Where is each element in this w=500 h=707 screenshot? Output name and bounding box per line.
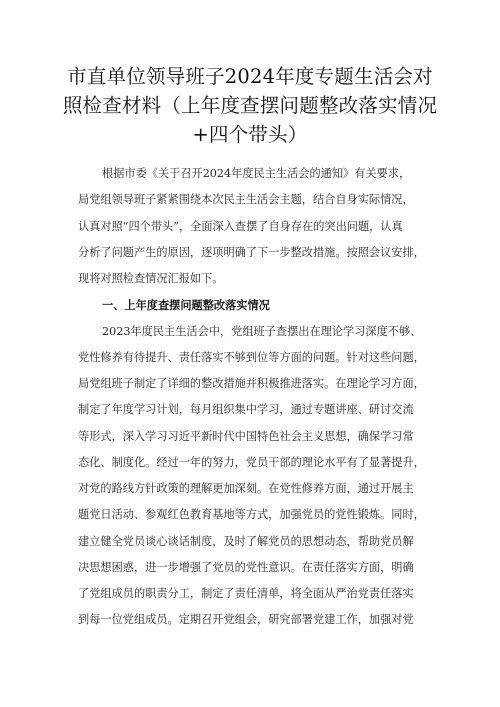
paragraph-line: 题党日活动、参观红色教育基地等方式，加强党员的党性锻炼。同时， [78,508,425,522]
paragraph-line: 认真对照“四个带头”，全面深入查摆了自身存在的突出问题，认真 [78,219,403,233]
title-line: +四个带头） [192,123,308,146]
paragraph-line: 分析了问题产生的原因，逐项明确了下一步整改措施。按照会议安排， [78,245,425,259]
paragraph-line: 决思想困惑，进一步增强了党员的党性意识。在责任落实方面，明确 [78,560,414,574]
paragraph-line: 根据市委《关于召开2024年度民主生活会的通知》有关要求， [102,167,411,180]
section-heading: 一、上年度查摆问题整改落实情况 [102,298,270,313]
paragraph-line: 局党组班子制定了详细的整改措施并积极推进落实。在理论学习方面， [78,377,425,390]
paragraph-line: 2023年度民主生活会中，党组班子查摆出在理论学习深度不够、 [102,324,422,338]
paragraph-line: 到每一位党组成员。定期召开党组会，研究部署党建工作，加强对党 [78,613,414,627]
paragraph-line: 等形式，深入学习习近平新时代中国特色社会主义思想，确保学习常 [78,429,414,443]
title-line: 照检查材料（上年度查摆问题整改落实情况 [62,94,438,117]
paragraph-line: 了党组成员的职责分工，制定了责任清单，将全面从严治党责任落实 [78,587,414,600]
paragraph-line: 建立健全党员谈心谈话制度，及时了解党员的思想动态，帮助党员解 [78,534,414,548]
paragraph-line: 局党组领导班子紧紧围绕本次民主生活会主题，结合自身实际情况， [78,193,414,207]
paragraph-line: 态化、制度化。经过一年的努力，党员干部的理论水平有了显著提升， [78,455,425,469]
title-line: 市直单位领导班子2024年度专题生活会对 [67,65,433,88]
paragraph-line: 现将对照检查情况汇报如下。 [78,272,224,285]
paragraph-line: 对党的路线方针政策的理解更加深刻。在党性修养方面，通过开展主 [78,482,414,495]
paragraph-line: 党性修养有待提升、责任落实不够到位等方面的问题。针对这些问题， [78,350,425,364]
paragraph-line: 制定了年度学习计划，每月组织集中学习，通过专题讲座、研讨交流 [78,403,414,417]
document-body [78,161,434,634]
document-title [40,62,460,149]
